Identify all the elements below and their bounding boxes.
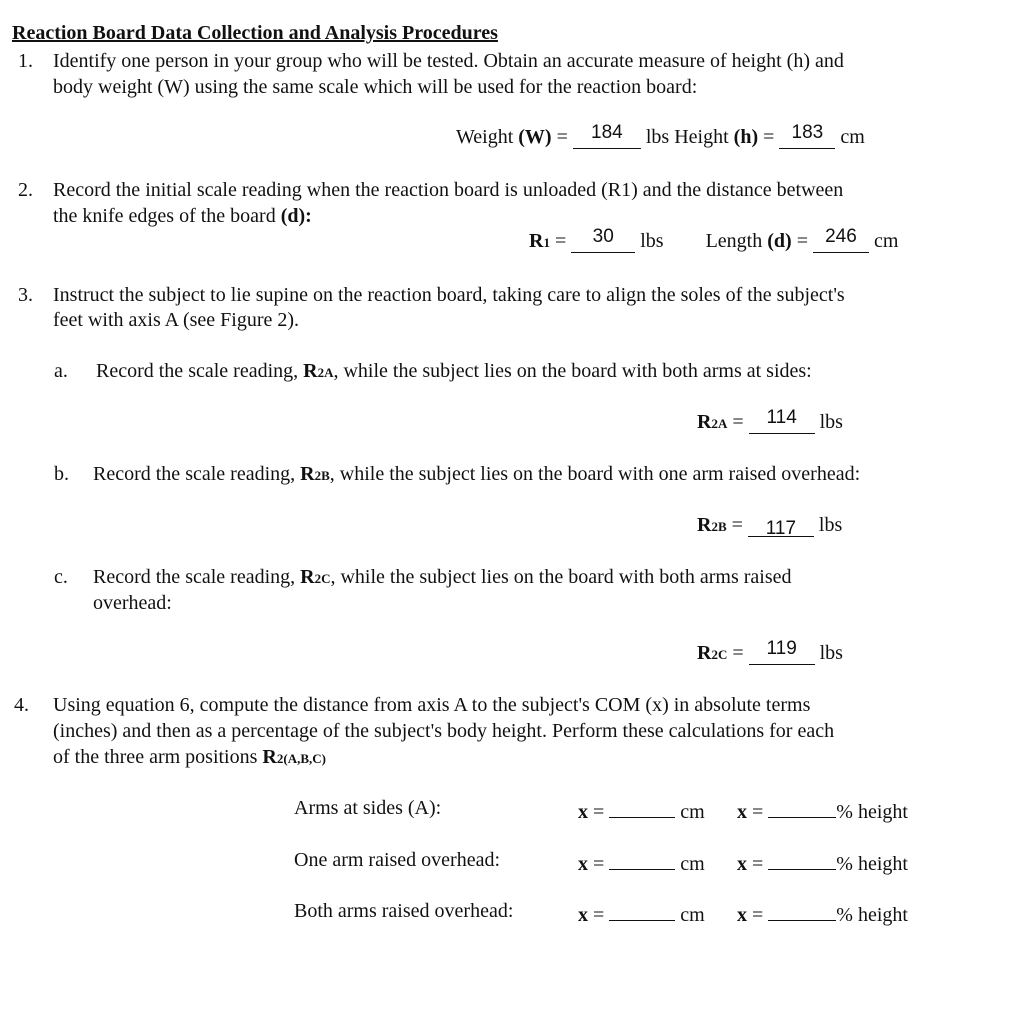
length-label: Length [705,230,763,252]
x-cm-field[interactable] [609,795,675,818]
x-pct-entry: x = % height [737,795,908,825]
substep-a-text: Record the scale reading, R2A, while the subject lies on the board with both arms at sides: [96,360,812,382]
substep-letter: a. [54,360,68,382]
equals-sign: = [556,126,568,148]
r1-unit: lbs [640,230,664,252]
row-label: One arm raised overhead: [294,849,501,871]
step4-line2: (inches) and then as a percentage of the subject's body height. Perform these calculations for each [53,720,835,742]
row-label: Arms at sides (A): [294,797,442,819]
x-pct-field[interactable] [768,795,836,818]
r2b-field[interactable] [748,514,814,537]
x-cm-entry: x = cm [578,795,705,825]
substep-c-text: Record the scale reading, R2C, while the subject lies on the board with both arms raised [93,566,792,588]
r1-label: R1 [529,230,550,252]
weight-unit: lbs [645,126,670,148]
x-pct-field[interactable] [768,847,836,870]
step3-line2: feet with axis A (see Figure 2). [53,309,300,331]
r2b-row: R2B = 117 lbs [697,514,843,539]
x-pct-field[interactable] [768,898,836,921]
weight-field[interactable] [573,122,641,149]
r2a-value: 114 [766,407,797,428]
height-label: Height [674,126,729,148]
equals-sign: = [554,230,567,252]
weight-value: 184 [591,122,623,143]
x-cm-entry: x = cm [578,847,705,877]
substep-b-text: Record the scale reading, R2B, while the subject lies on the board with one arm raised overhead: [93,463,861,485]
r2c-unit: lbs [819,642,843,664]
length-field[interactable] [813,226,869,253]
step-number: 1. [18,50,33,72]
page-title: Reaction Board Data Collection and Analysis Procedures [12,22,498,44]
step-number: 3. [18,284,33,306]
r1-length-row [529,228,898,256]
x-pct-entry: x = % height [737,898,908,928]
x-pct-entry: x = % height [737,847,908,877]
step3-line1: Instruct the subject to lie supine on the reaction board, taking care to align the soles of the subject's [53,284,845,306]
row-label: Both arms raised overhead: [294,900,514,922]
step1-line1: Identify one person in your group who will be tested. Obtain an accurate measure of height (h) and [53,50,844,72]
height-field[interactable] [779,122,835,149]
length-value: 246 [825,226,857,247]
r2c-value: 119 [766,638,797,659]
height-value: 183 [791,122,824,143]
step2-line1: Record the initial scale reading when the reaction board is unloaded (R1) and the distance between [53,179,844,201]
r2c-field[interactable] [749,638,815,665]
step4-line3: of the three arm positions R2(A,B,C) [53,746,326,768]
equals-sign: = [796,230,808,252]
step1-line2: body weight (W) using the same scale which will be used for the reaction board: [53,76,698,98]
r2b-unit: lbs [818,514,843,536]
weight-symbol: (W) [518,126,552,148]
substep-letter: c. [54,566,68,588]
substep-letter: b. [54,463,69,485]
step2-line2 [53,203,312,229]
r1-field[interactable] [571,226,635,253]
weight-label: Weight [456,126,514,148]
substep-c-text-line2: overhead: [93,592,172,614]
x-cm-entry: x = cm [578,898,705,928]
step2-line2-text: the knife edges of the board [53,205,276,227]
r2b-value: 117 [765,518,797,539]
length-symbol: (d) [767,230,792,252]
step-number: 4. [14,694,29,716]
x-cm-field[interactable] [609,898,675,921]
weight-height-row [456,124,865,150]
r1-value: 30 [592,226,614,247]
step4-line1: Using equation 6, compute the distance from axis A to the subject's COM (x) in absolute terms [53,694,811,716]
r2a-unit: lbs [819,411,843,433]
length-unit: cm [873,230,899,252]
step2-line2-symbol: (d): [280,205,312,227]
r2a-field[interactable] [749,407,815,434]
equals-sign: = [763,126,775,148]
x-cm-field[interactable] [609,847,675,870]
r2c-row: R2C = 119 lbs [697,638,843,664]
step-number: 2. [18,179,33,201]
r2a-row: R2A = 114 lbs [697,407,843,433]
height-symbol: (h) [733,126,759,148]
height-unit: cm [840,126,865,148]
